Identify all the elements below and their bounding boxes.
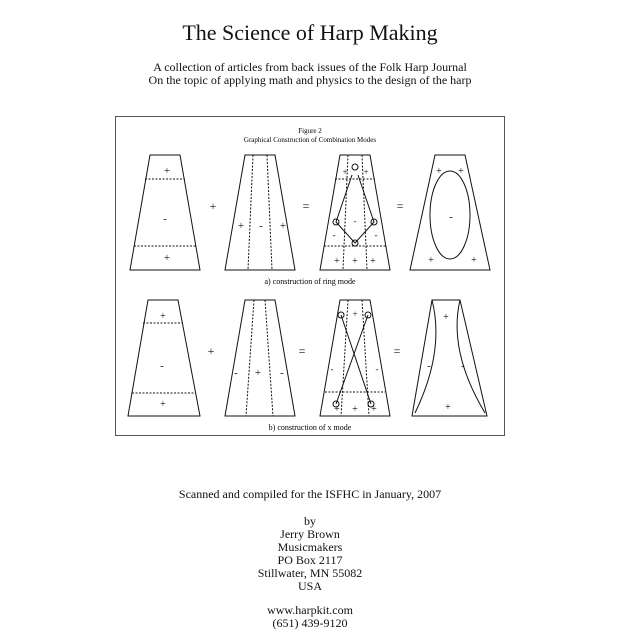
a4-plus-top-right: + bbox=[458, 166, 464, 177]
b4-minus-right: - bbox=[461, 360, 465, 372]
b3-minus-right: - bbox=[375, 364, 379, 374]
a4-plus-bottom-right: + bbox=[471, 255, 477, 266]
figure-diagram bbox=[115, 116, 505, 436]
trap-b2 bbox=[225, 300, 295, 416]
b4-plus-bottom: + bbox=[445, 402, 451, 413]
city-state-zip: Stillwater, MN 55082 bbox=[257, 566, 363, 580]
trap-b4 bbox=[412, 300, 487, 416]
a1-plus-top: + bbox=[163, 165, 171, 177]
a3-minus-center: - bbox=[353, 216, 357, 226]
b3-plus-bottom-center: + bbox=[352, 404, 358, 415]
a3-minus-left: - bbox=[332, 230, 336, 240]
b-op-plus: + bbox=[207, 344, 215, 358]
a-op-equals-1: = bbox=[302, 199, 310, 213]
b4-plus-top: + bbox=[443, 312, 449, 323]
a4-minus: - bbox=[449, 211, 453, 223]
b1-plus-bottom: + bbox=[160, 399, 166, 410]
subtitle-line-1: A collection of articles from back issues of the Folk Harp Journal bbox=[153, 60, 467, 74]
scanned-note: Scanned and compiled for the ISFHC in January, 2007 bbox=[178, 487, 442, 501]
figure-frame bbox=[116, 117, 505, 436]
a4-plus-top-left: + bbox=[436, 166, 442, 177]
b2-plus: + bbox=[254, 367, 262, 379]
website-link[interactable]: www.harpkit.com bbox=[267, 603, 353, 617]
a1-plus-bottom: + bbox=[163, 252, 171, 264]
b4-minus-left: - bbox=[427, 360, 431, 372]
b-op-equals-1: = bbox=[298, 344, 306, 358]
b3-minus-left: - bbox=[330, 364, 334, 374]
author-name: Jerry Brown bbox=[280, 527, 340, 541]
trap-a2 bbox=[225, 155, 295, 270]
b2-minus-right: - bbox=[280, 367, 284, 379]
a-op-plus: + bbox=[209, 199, 217, 213]
country: USA bbox=[297, 579, 322, 593]
b1-plus-top: + bbox=[160, 311, 166, 322]
b1-minus: - bbox=[160, 360, 164, 372]
a3-plus-bottom-right: + bbox=[370, 256, 376, 267]
a3-plus-top-left: + bbox=[342, 167, 348, 177]
a-op-equals-2: = bbox=[396, 199, 404, 213]
row-b-labels bbox=[160, 309, 465, 415]
document-title: The Science of Harp Making bbox=[182, 20, 438, 45]
phone-number: (651) 439-9120 bbox=[272, 616, 348, 630]
po-box: PO Box 2117 bbox=[277, 553, 343, 567]
subtitle-line-2: On the topic of applying math and physics to the design of the harp bbox=[148, 73, 472, 87]
a2-plus-right: + bbox=[279, 220, 287, 232]
b3-plus-bottom-right: + bbox=[371, 404, 377, 415]
b3-plus-top-center: + bbox=[352, 309, 358, 319]
a4-plus-bottom-left: + bbox=[428, 255, 434, 266]
row-b-x-mode bbox=[128, 300, 487, 416]
b-op-equals-2: = bbox=[393, 344, 401, 358]
company-name: Musicmakers bbox=[277, 540, 343, 554]
row-b-caption: b) construction of x mode bbox=[268, 423, 352, 432]
b2-minus-left: - bbox=[234, 367, 238, 379]
b3-plus-bottom-left: + bbox=[334, 404, 340, 415]
harp-modes-figure bbox=[115, 116, 505, 436]
by-label: by bbox=[304, 514, 316, 528]
a3-plus-bottom-left: + bbox=[334, 256, 340, 267]
figure-caption: Graphical Construction of Combination Modes bbox=[243, 136, 377, 144]
a1-minus: - bbox=[163, 213, 167, 225]
a2-minus: - bbox=[259, 220, 263, 232]
a3-plus-top-right: + bbox=[363, 167, 369, 177]
a3-minus-right: - bbox=[374, 230, 378, 240]
a3-plus-bottom-center: + bbox=[352, 256, 358, 267]
trap-a3 bbox=[320, 155, 390, 270]
row-a-caption: a) construction of ring mode bbox=[264, 277, 356, 286]
a2-plus-left: + bbox=[237, 220, 245, 232]
figure-label: Figure 2 bbox=[298, 127, 322, 135]
